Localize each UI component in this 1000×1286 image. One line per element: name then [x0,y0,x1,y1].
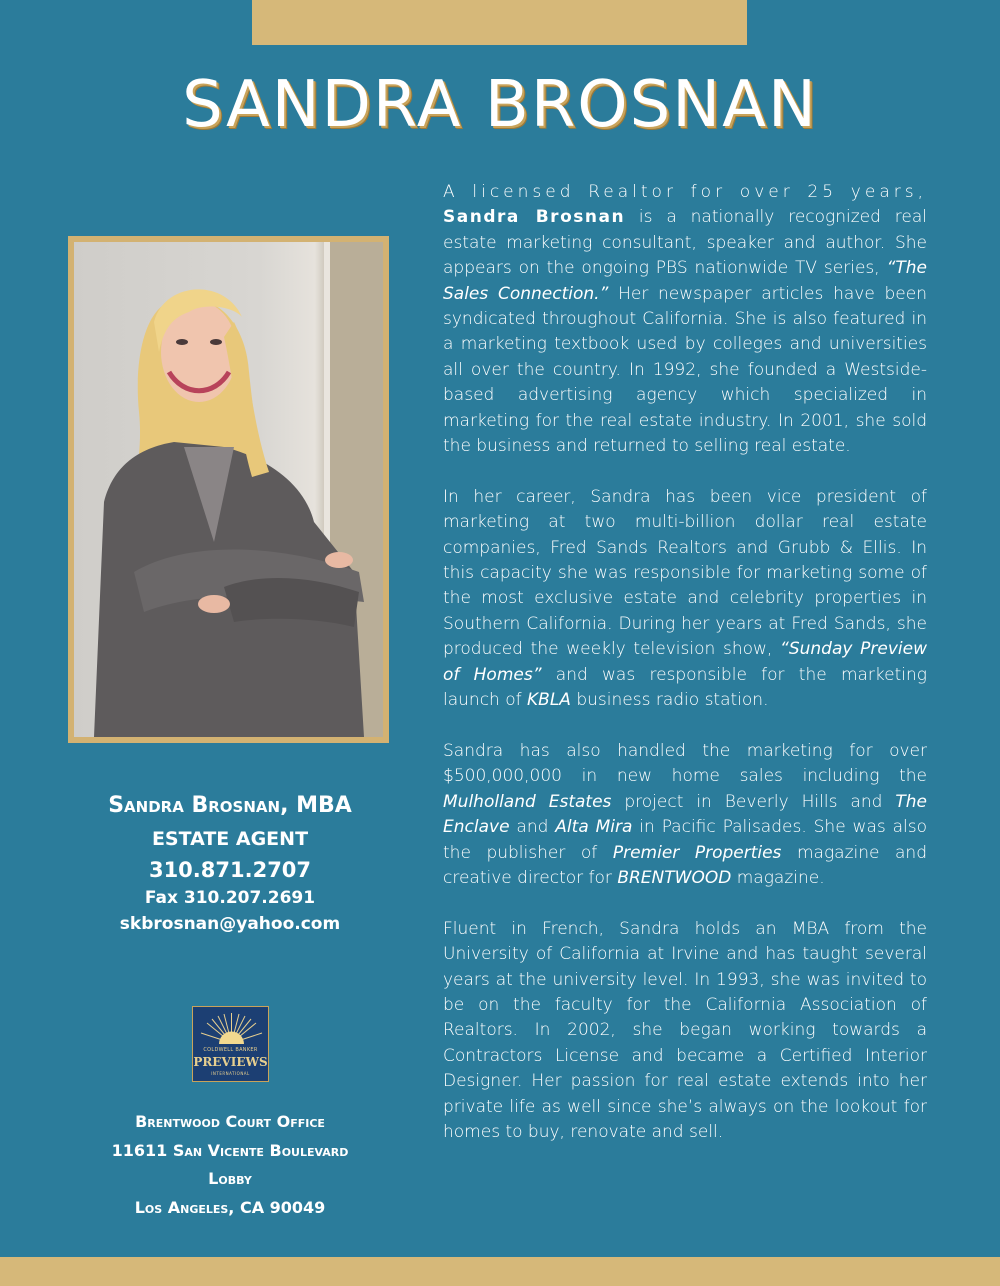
agent-name: Sandra Brosnan, MBA [108,793,352,818]
office-city: Los Angeles, CA 90049 [134,1197,326,1217]
bio-text: and [509,817,556,838]
bio-text: business radio station. [570,690,769,711]
bio-project: Alta Mira [555,817,633,838]
bio-show-title: “Sunday Preview of Homes” [443,639,927,685]
logo-name-text: PREVIEWS [193,1055,268,1069]
agent-email[interactable]: skbrosnan@yahoo.com [119,914,341,934]
logo-brand-text: COLDWELL BANKER [203,1047,258,1053]
bio-station: KBLA [527,690,571,711]
bio-text: magazine and creative director for [443,842,927,888]
bio-text: is a nationally recognized real estate marketing consultant, speaker and author. She appears on the ongoing PBS nationwide TV series, [443,207,927,279]
photo-frame [68,236,389,743]
bio-text: in Pacific Palisades. She was also the publisher of [443,817,927,863]
bio-paragraph-1 [443,180,927,459]
agent-phone[interactable]: 310.871.2707 [148,858,312,882]
contact-card [60,793,400,934]
bio-paragraph-3 [443,739,927,891]
bio-project: Mulholland Estates [443,791,612,812]
bio-magazine: BRENTWOOD [617,867,732,888]
previews-logo [192,1006,269,1082]
bio-text: In her career, Sandra has been vice president of marketing at two multi-billion dollar real estate companies, Fred Sands Realtors and Grubb & Ellis. In this capacity she was responsible for marketing some of the most exclusive estate and celebrity properties in Southern California. During her years at Fred Sands, she produced the weekly television show, [443,486,927,660]
bio-text: magazine. [731,867,825,888]
bio-show-title: “The Sales Connection.” [443,258,927,304]
agent-role: ESTATE AGENT [151,828,309,850]
logo-sub-text: INTERNATIONAL [211,1071,250,1076]
bottom-accent-bar [0,1257,1000,1286]
bio-paragraph-2 [443,485,927,714]
bio-text: and was responsible for the marketing launch of [443,664,927,711]
office-suite: Lobby [208,1169,252,1188]
bio-magazine: Premier Properties [612,842,782,863]
bio-lead: A licensed Realtor for over 25 years, [443,182,927,202]
bio-paragraph-4: Fluent in French, Sandra holds an MBA from the University of California at Irvine and has taught several years at the university level. In 1993, she was invited to be on the faculty for the California Association of Realtors. In 2002, she began working towards a Contractors License and became a Certified Interior Designer. Her passion for real estate extends into her private life as well since she’s always on the lookout for homes to buy, renovate and sell. [443,918,927,1142]
sunburst-icon [193,1007,270,1047]
bio-text: Sandra has also handled the marketing for over $500,000,000 in new home sales including the [443,740,927,787]
bio-name: Sandra Brosnan [443,207,626,228]
bio-project: The Enclave [443,791,927,838]
top-accent-bar [252,0,747,45]
page-title: SANDRA BROSNAN [182,68,818,142]
office-address [60,1108,400,1222]
portrait-illustration [74,242,383,737]
office-name: Brentwood Court Office [135,1112,325,1131]
bio-text: project in Beverly Hills and [611,791,896,812]
office-street: 11611 San Vicente Boulevard [111,1140,349,1160]
biography [443,180,927,1171]
agent-fax: Fax 310.207.2691 [144,888,316,908]
portrait-photo [74,242,383,737]
bio-text: Her newspaper articles have been syndicated throughout California. She is also featured in a marketing textbook used by colleges and universities all over the country. In 1992, she founded a Westside-based advertising agency which specialized in marketing for the real estate industry. In 2001, she sold the business and returned to selling real estate. [443,283,927,457]
